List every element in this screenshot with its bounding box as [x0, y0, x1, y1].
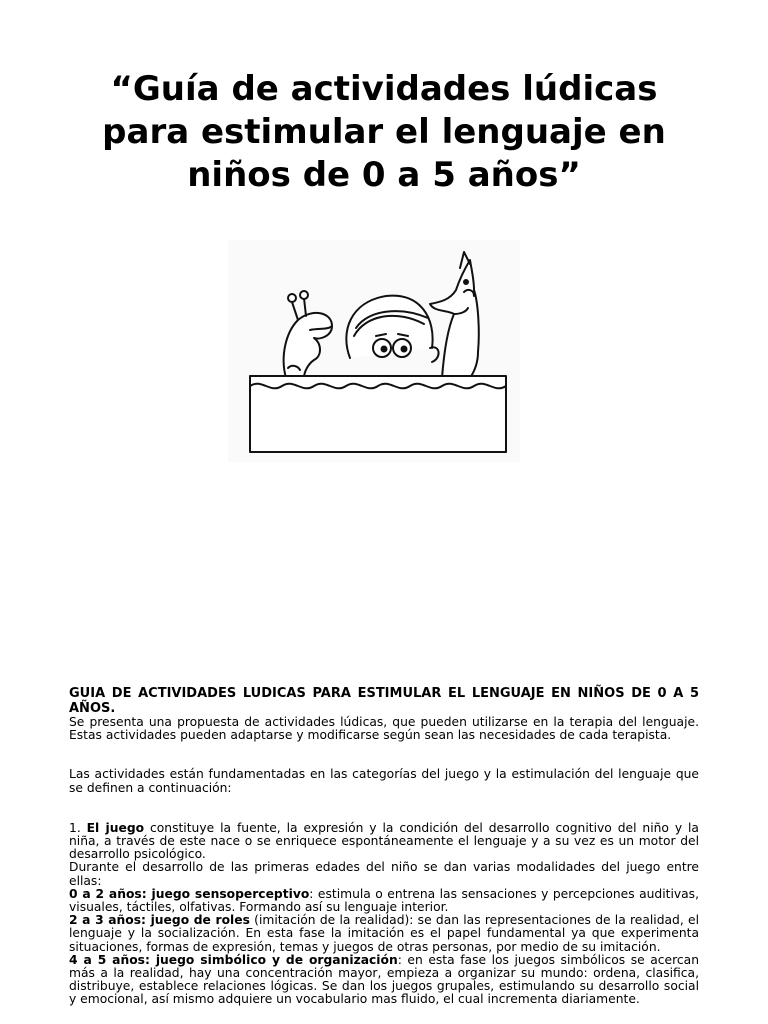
- document-title: [60, 68, 708, 197]
- stage-2-term: 2 a 3 años: juego de roles: [69, 913, 250, 928]
- item-1-text: constituye la fuente, la expresión y la condición del desarrollo cognitivo del niño y la niña, a través de este nace o se enriquece espontáneamente el lenguaje y a su vez es un motor del desarrollo psicológico.: [69, 820, 699, 862]
- stage-2-text: (imitación de la realidad): se dan las representaciones de la realidad, el lenguaje y la socialización. En esta fase la imitación es el papel fundamental ya que experimenta situaciones, formas de expresión, temas y juegos de otras personas, por medio de su imitación.: [69, 913, 699, 954]
- stage-3-text: : en esta fase los juegos simbólicos se acercan más a la realidad, hay una concentración mayor, empieza a organizar su mundo: ordena, clasifica, distribuye, establece relaciones lógicas. Se dan los juegos grupales, estimulando su desarrollo social y emocional, así mismo adquiere un vocabulario mas fluido, el cual incrementa diariamente.: [69, 952, 699, 1007]
- title-line-1: “Guía de actividades lúdicas: [110, 69, 658, 109]
- stage-3-paragraph: [69, 954, 699, 1007]
- stage-2-paragraph: [69, 914, 699, 954]
- item-1-number: 1.: [69, 820, 87, 835]
- intro-paragraph: Se presenta una propuesta de actividades lúdicas, que pueden utilizarse en la terapia del lenguaje. Estas actividades pueden adaptarse y modificarse según sean las necesidades de cada terapista.: [69, 715, 699, 743]
- stage-3-term: 4 a 5 años: juego simbólico y de organización: [69, 952, 398, 967]
- title-line-3: niños de 0 a 5 años”: [187, 155, 581, 195]
- title-line-2: para estimular el lenguaje en: [102, 112, 666, 152]
- stage-1-term: 0 a 2 años: juego sensoperceptivo: [69, 886, 310, 901]
- section-heading: GUIA DE ACTIVIDADES LUDICAS PARA ESTIMULAR EL LENGUAJE EN NIÑOS DE 0 A 5 AÑOS.: [69, 686, 699, 716]
- item-1-term: El juego: [86, 820, 145, 835]
- document-body: [69, 686, 699, 1007]
- foundation-paragraph: Las actividades están fundamentadas en las categorías del juego y la estimulación del lenguaje que se definen a continuación:: [69, 767, 699, 795]
- modalities-paragraph: Durante el desarrollo de las primeras edades del niño se dan varias modalidades del juego entre ellas:: [69, 860, 699, 888]
- stage-1-text: : estimula o entrena las sensaciones y percepciones auditivas, visuales, táctiles, olfativas. Formando así su lenguaje interior.: [69, 886, 699, 915]
- puppet-show-illustration: [228, 240, 520, 462]
- item-1-paragraph: [69, 822, 699, 862]
- stage-1-paragraph: [69, 888, 699, 914]
